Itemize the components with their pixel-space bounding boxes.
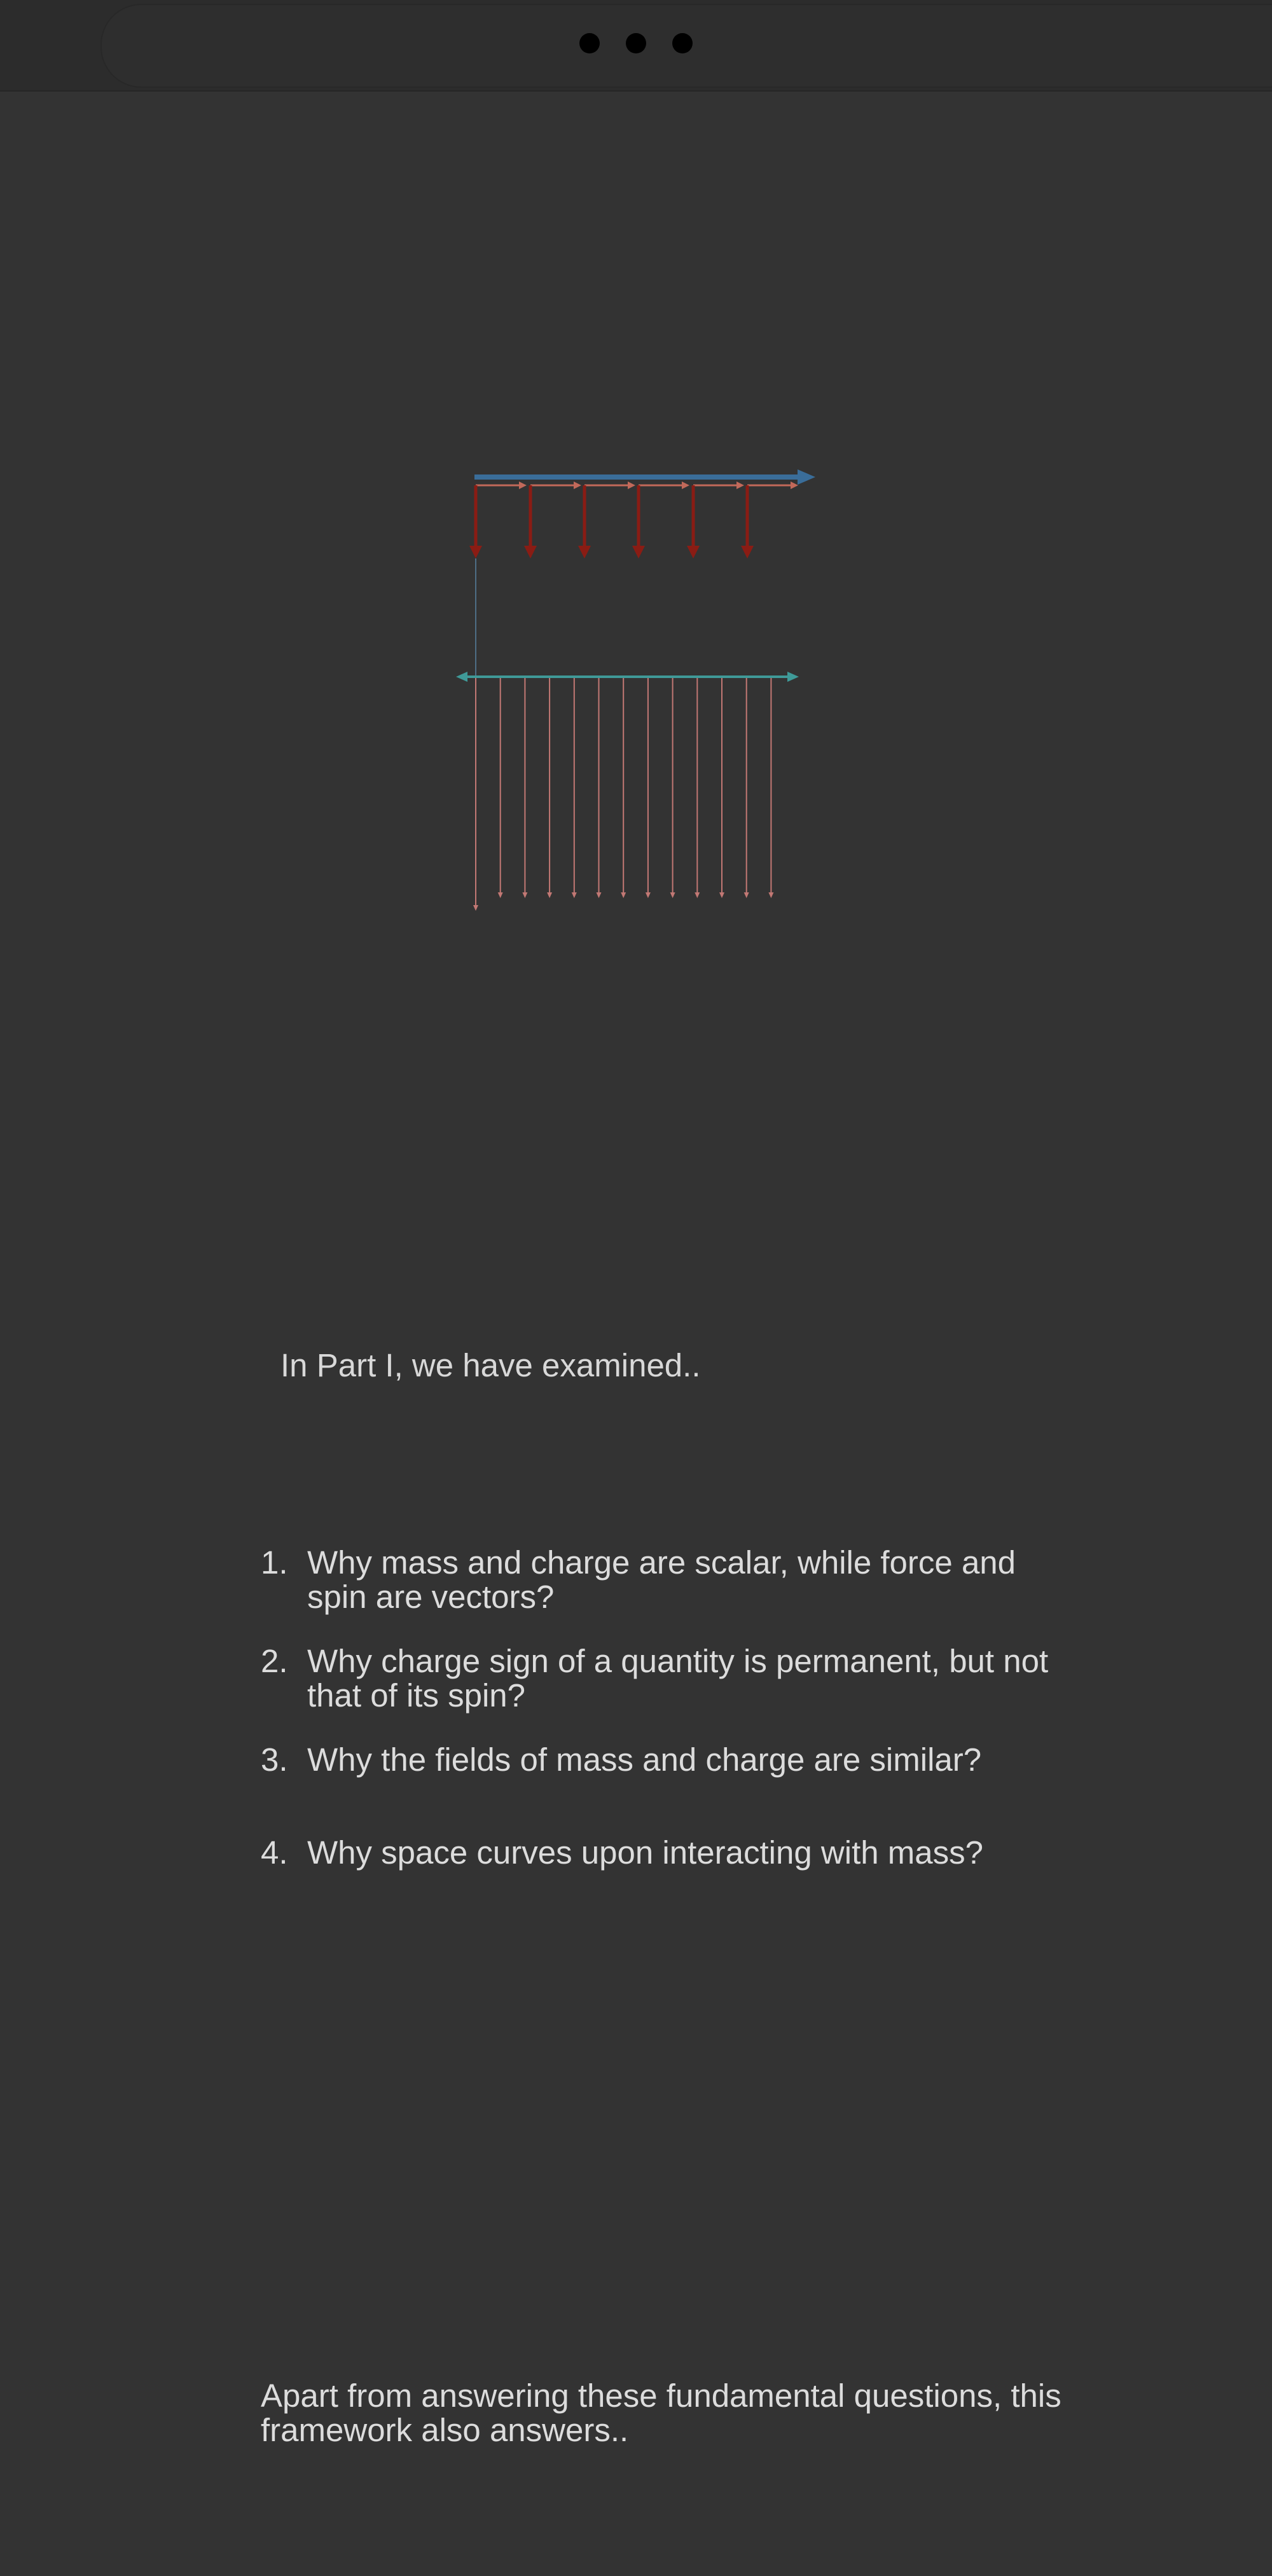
field-arrowhead xyxy=(744,892,749,898)
down-arrowhead xyxy=(741,546,754,558)
list-number: 4. xyxy=(261,1834,288,1871)
small-arrowhead xyxy=(628,481,635,489)
field-arrowhead xyxy=(597,892,602,898)
list-item xyxy=(261,1743,1056,1777)
outro-text: Apart from answering these fundamental questions, this framework also answers.. xyxy=(261,2378,1061,2448)
list-number: 2. xyxy=(261,1643,288,1679)
field-arrowhead xyxy=(522,892,527,898)
down-arrowhead xyxy=(578,546,591,558)
question-text: Why space curves upon interacting with mass? xyxy=(307,1834,983,1871)
field-arrowhead xyxy=(498,892,503,898)
question-text: Why mass and charge are scalar, while force and spin are vectors? xyxy=(307,1544,1016,1615)
list-item xyxy=(261,1644,1056,1713)
list-number: 1. xyxy=(261,1544,288,1581)
field-arrowhead xyxy=(572,892,577,898)
field-arrowhead xyxy=(473,905,478,911)
small-arrowhead xyxy=(736,481,744,489)
down-arrowhead xyxy=(524,546,537,558)
down-arrowhead xyxy=(687,546,700,558)
list-item xyxy=(261,1836,1056,1870)
small-arrowhead xyxy=(682,481,689,489)
bottom-axis-arrowhead-right xyxy=(787,672,799,682)
down-arrowhead xyxy=(632,546,645,558)
question-list xyxy=(261,1546,1056,1870)
list-item xyxy=(261,1546,1056,1614)
bottom-diagram xyxy=(456,672,799,911)
field-arrowhead xyxy=(547,892,552,898)
question-text: Why charge sign of a quantity is permanent, but not that of its spin? xyxy=(307,1643,1049,1714)
field-arrowhead xyxy=(621,892,626,898)
bottom-axis-arrowhead-left xyxy=(456,672,467,682)
down-arrowhead xyxy=(469,546,482,558)
field-arrowhead xyxy=(646,892,651,898)
field-arrowhead xyxy=(695,892,700,898)
field-arrowhead xyxy=(768,892,773,898)
field-arrowhead xyxy=(670,892,675,898)
vector-diagram xyxy=(0,0,1272,954)
small-arrowhead xyxy=(791,481,798,489)
question-text: Why the fields of mass and charge are similar? xyxy=(307,1742,982,1778)
field-arrowhead xyxy=(719,892,724,898)
small-arrowhead xyxy=(519,481,527,489)
top-axis-arrowhead xyxy=(798,469,815,485)
list-number: 3. xyxy=(261,1742,288,1778)
top-diagram xyxy=(469,469,815,677)
small-arrowhead xyxy=(574,481,581,489)
intro-text: In Part I, we have examined.. xyxy=(280,1347,701,1383)
